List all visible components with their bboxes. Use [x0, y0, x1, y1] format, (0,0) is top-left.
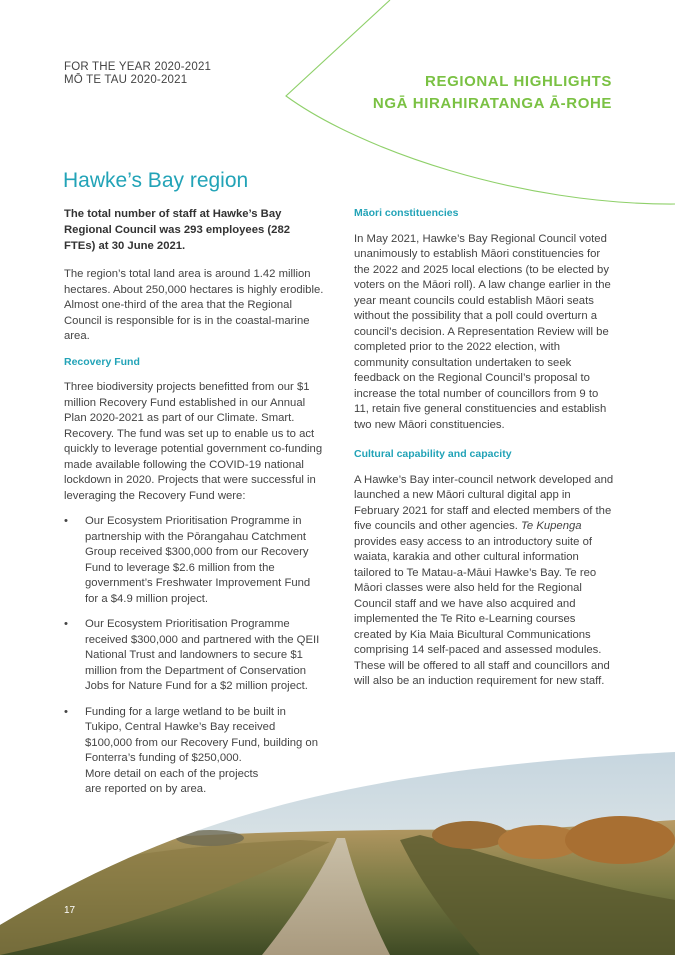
cultural-text-end: provides easy access to an introductory suite of waiata, karakia and other cultural information tailored to Te Matau-a-Māui Hawke’s Bay. Te reo Māori classes were also held for the Regional Council staff and we have also acquired and implemented the Te Rito e-Learning courses created by Kia Maia Bicultural Communications comprising 14 self-paced and assessed modules. These will be offered to all staff and councillors and will also be an induction requirement for new staff. — [354, 535, 610, 687]
list-item-text: Our Ecosystem Prioritisation Programme in partnership with the Pōrangahau Catchment Group received $300,000 from our Recovery Fund to leverage $2.6 million from the government’s Freshwater Improvement Fund for a $4.9 million project. — [85, 515, 311, 605]
recovery-fund-heading: Recovery Fund — [64, 355, 140, 368]
page-number: 17 — [64, 905, 76, 916]
land-area-paragraph: The region’s total land area is around 1.42 million hectares. About 250,000 hectares is highly erodible. Almost one-third of the area that the Regional Council is responsible for is in the coastal-marine area. — [64, 268, 324, 342]
app-name: Te Kupenga — [521, 520, 582, 532]
bullet-icon: • — [64, 515, 68, 527]
recovery-fund-paragraph: Three biodiversity projects benefitted from our $1 million Recovery Fund established in our Annual Plan 2020-2021 as part of our Climate. Smart. Recovery. The fund was set up to enable us to act quickly to leverage potential government co-funding made available following the COVID-19 national lockdown in 2020. Projects that were successful in leveraging the Recovery Fund were: — [64, 381, 323, 502]
bullet-icon: • — [64, 618, 68, 630]
report-year-english: FOR THE YEAR 2020-2021 — [64, 61, 212, 73]
page-title: Hawke’s Bay region — [63, 169, 249, 192]
list-item-text: Our Ecosystem Prioritisation Programme received $300,000 and partnered with the QEII National Trust and landowners to secure $1 million from the Department of Conservation Jobs for Nature Fund for a $2 million project. — [85, 618, 320, 692]
more-detail-line-2: are reported on by area. — [85, 783, 207, 795]
staff-summary: The total number of staff at Hawke’s Bay Regional Council was 293 employees (282 FTEs) at 30 June 2021. — [64, 208, 291, 252]
maori-constituencies-heading: Māori constituencies — [354, 207, 459, 219]
maori-constituencies-paragraph: In May 2021, Hawke’s Bay Regional Council voted unanimously to establish Māori constituencies for the 2022 and 2025 local elections (to be elected by voters on the Māori roll). A law change earlier in the year meant councils could establish Māori seats without the possibility that a poll could overturn a council’s decision. A Representation Review will be completed prior to the 2022 election, with community consultation undertaken to seek feedback on the Regional Council’s proposal to increase the total number of councillors from 9 to 11, retain five general constituencies and establish two new Māori constituencies. — [354, 232, 611, 431]
section-title-english: REGIONAL HIGHLIGHTS — [425, 73, 612, 90]
cultural-text-start: A Hawke’s Bay inter-council network developed and launched a new Māori cultural digital app in February 2021 for staff and elected members of the five councils and other agencies. — [354, 473, 614, 532]
bullet-icon: • — [64, 705, 68, 718]
cultural-capability-heading: Cultural capability and capacity — [354, 448, 512, 460]
section-title-maori: NGĀ HIRAHIRATANGA Ā-ROHE — [372, 95, 612, 112]
list-item-text: Funding for a large wetland to be built in Tukipo, Central Hawke’s Bay received $100,000 from our Recovery Fund, building on Fonterra’s funding of $250,000. — [85, 705, 318, 764]
more-detail-line-1: More detail on each of the projects — [85, 767, 259, 780]
report-year-maori: MŌ TE TAU 2020-2021 — [64, 74, 188, 86]
